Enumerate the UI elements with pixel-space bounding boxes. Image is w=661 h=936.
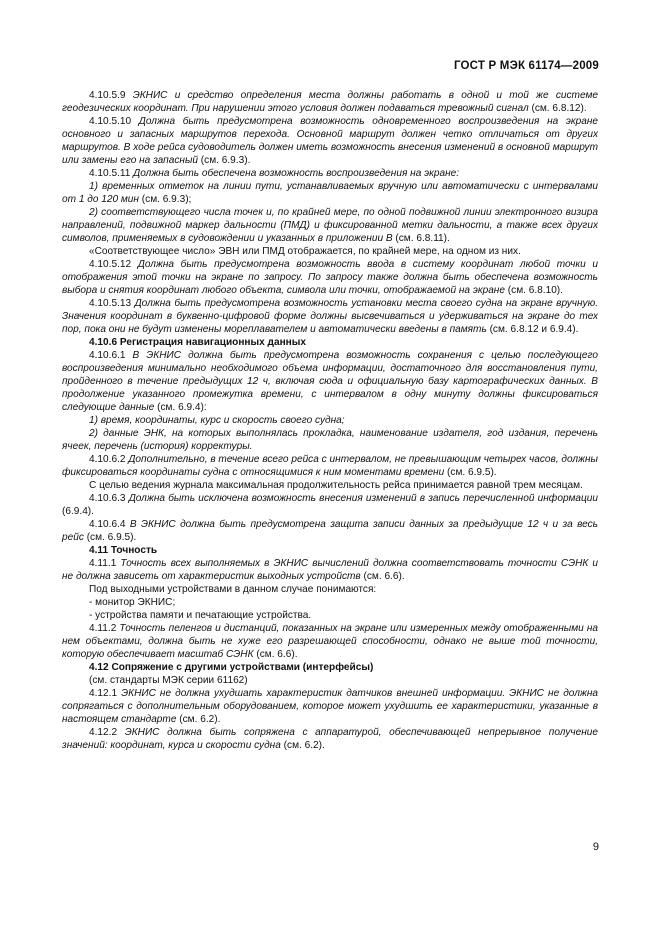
paragraph-4-10-5-9: 4.10.5.9 ЭКНИС и средство определения места должны работать в одной и той же системе геодезических координат. При нарушении этого условия должен подаваться тревожный сигнал (см. 6.8.12). [62, 90, 598, 114]
paragraph-4-10-5-10: 4.10.5.10 Должна быть предусмотрена возможность одновременного воспроизведения на экране основного и запасных маршрутов перехода. Основной маршрут должен четко отличаться от других маршрутов. В ходе рейса судоводитель должен иметь возможность внесения изменений в основной маршрут или замены его на запасный (см. 6.9.3). [62, 116, 599, 166]
page-number: 9 [592, 841, 599, 853]
list-item: - монитор ЭКНИС; [89, 597, 176, 608]
paragraph-4-10-5-13: 4.10.5.13 Должна быть предусмотрена возможность установки места своего судна на экране вручную. Значения координат в буквенно-цифровой форме должны высвечиваться и удерживаться на экране до тех пор, пока они не будут изменены мореплавателем и автоматически введены в память (см. 6.8.12 и 6.9.4). [62, 298, 599, 335]
paragraph-4-10-6-3: 4.10.6.3 Должна быть исключена возможность внесения изменений в запись перечисленной информации (6.9.4). [62, 493, 598, 517]
paragraph-4-12-1: 4.12.1 ЭКНИС не должна ухудшать характеристик датчиков внешней информации. ЭКНИС не должна сопрягаться с дополнительным оборудованием, которое может ухудшить ее характеристики, указанные в настоящем стандарте (см. 6.2). [62, 688, 599, 725]
paragraph-note: С целью ведения журнала максимальная продолжительность рейса принимается равной трем месяцам. [89, 480, 583, 491]
paragraph-4-11-1: 4.11.1 Точность всех выполняемых в ЭКНИС вычислений должна соответствовать точности СЭНК и не должна зависеть от характеристик выходных устройств (см. 6.6). [62, 558, 599, 582]
document-body [62, 89, 598, 752]
paragraph-note: «Соответствующее число» ЭВН или ПМД отображается, по крайней мере, на одном из них. [89, 246, 521, 257]
section-heading-4-11: 4.11 Точность [89, 545, 158, 556]
document-header: ГОСТ Р МЭК 61174—2009 [453, 60, 599, 72]
list-item: 2) соответствующего числа точек и, по крайней мере, по одной подвижной линии электронного визира направлений, подвижной маркер дальности (ПМД) и фиксированной метки дальности, а также всех других символов, применяемых в судовождении и указанных в приложении В (см. 6.8.11). [62, 207, 598, 244]
paragraph-4-10-5-11: 4.10.5.11 Должна быть обеспечена возможность воспроизведения на экране: [89, 168, 460, 179]
paragraph-output-devices: Под выходными устройствами в данном случае понимаются: [89, 584, 377, 595]
paragraph-4-10-6-2: 4.10.6.2 Дополнительно, в течение всего рейса с интервалом, не превышающим четырех часов, должны фиксироваться координаты судна с относящимися к ним моментами времени (см. 6.9.5). [62, 454, 598, 478]
section-heading-4-10-6: 4.10.6 Регистрация навигационных данных [89, 337, 307, 348]
paragraph-4-10-6-4: 4.10.6.4 В ЭКНИС должна быть предусмотрена защита записи данных за предыдущие 12 ч и за весь рейс (см. 6.9.5). [62, 519, 598, 543]
paragraph-4-10-5-12: 4.10.5.12 Должна быть предусмотрена возможность ввода в систему координат любой точки и отображения этой точки на экране по запросу. По запросу также должна быть обеспечена возможность выбора и снятия координат любого объекта, символа или точки, отображаемой на экране (см. 6.8.10). [62, 259, 599, 296]
paragraph-4-11-2: 4.11.2 Точность пеленгов и дистанций, показанных на экране или измеренных между отображенными на нем объектами, должна быть не хуже его разрешающей способности, однако не выше той точности, которую обеспечивает масштаб СЭНК (см. 6.6). [62, 623, 598, 660]
list-item: 1) время, координаты, курс и скорость своего судна; [89, 415, 345, 426]
paragraph-standards-ref: (см. стандарты МЭК серии 61162) [89, 675, 248, 686]
section-heading-4-12: 4.12 Сопряжение с другими устройствами (интерфейсы) [89, 662, 374, 673]
paragraph-4-10-6-1: 4.10.6.1 В ЭКНИС должна быть предусмотрена возможность сохранения с целью последующего воспроизведения минимально необходимого объема информации, достаточного для восстановления пути, пройденного в течение предыдущих 12 ч, включая сюда и официальную базу картографических данных. В продолжение указанного промежутка времени, с интервалом в одну минуту должны фиксироваться следующие данные (см. 6.9.4): [62, 350, 598, 413]
paragraph-4-12-2: 4.12.2 ЭКНИС должна быть сопряжена с аппаратурой, обеспечивающей непрерывное получение значений: координат, курса и скорости судна (см. 6.2). [62, 727, 598, 751]
list-item: 1) временных отметок на линии пути, устанавливаемых вручную или автоматически с интервалами от 1 до 120 мин (см. 6.9.3); [62, 181, 598, 205]
list-item: 2) данные ЭНК, на которых выполнялась прокладка, наименование издателя, год издания, перечень ячеек, перечень (история) корректуры. [62, 428, 598, 452]
list-item: - устройства памяти и печатающие устройства. [89, 610, 312, 621]
